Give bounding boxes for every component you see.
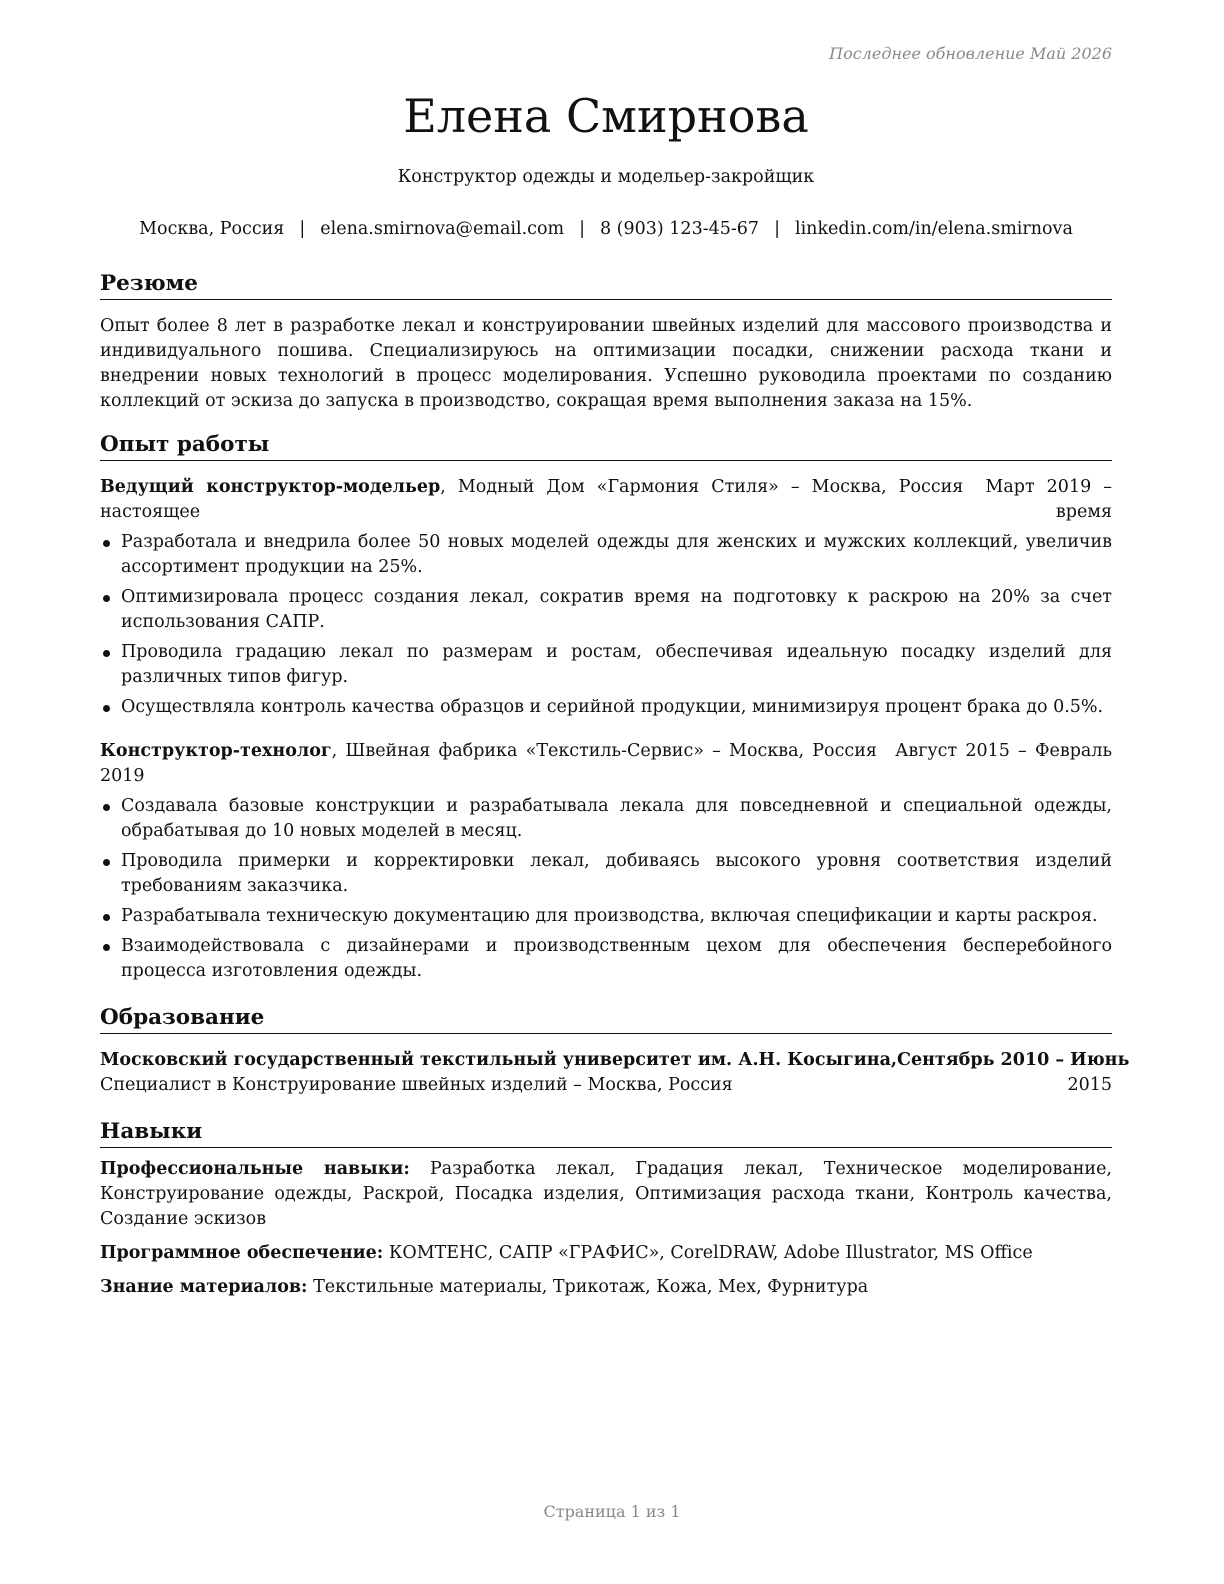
job-role: Конструктор-технолог <box>100 741 332 761</box>
contact-separator: | <box>299 219 306 239</box>
job-company: , Швейная фабрика «Текстиль-Сервис» – Москва, Россия <box>331 741 877 761</box>
education-line-1 <box>100 1048 1130 1073</box>
bullet-text: Разработала и внедрила более 50 новых моделей одежды для женских и мужских коллекций, увеличив ассортимент продукции на 25%. <box>121 532 1112 577</box>
job-header <box>100 739 1112 789</box>
bullet-text: Проводила градацию лекал по размерам и ростам, обеспечивая идеальную посадку изделий для различных типов фигур. <box>121 642 1112 687</box>
education-university-name: Московский государственный текстильный университет им. А.Н. Косыгина <box>100 1050 891 1070</box>
bullet-icon <box>103 705 110 712</box>
contact-location: Москва, Россия <box>139 219 285 239</box>
bullet-text: Оптимизировала процесс создания лекал, сократив время на подготовку к раскрою на 20% за счет использования САПР. <box>121 587 1112 632</box>
bullet-text: Проводила примерки и корректировки лекал, добиваясь высокого уровня соответствия изделий требованиям заказчика. <box>121 851 1112 896</box>
candidate-name: Елена Смирнова <box>403 89 809 143</box>
job-entry <box>100 739 1112 984</box>
bullet-text: Осуществляла контроль качества образцов и серийной продукции, минимизируя процент брака до 0.5%. <box>121 697 1104 717</box>
contact-email[interactable]: elena.smirnova@email.com <box>320 219 565 239</box>
bullet-icon <box>103 804 110 811</box>
job-bullets <box>100 794 1112 984</box>
bullet-text: Создавала базовые конструкции и разрабатывала лекала для повседневной и специальной одежды, обрабатывая до 10 новых моделей в месяц. <box>121 796 1112 841</box>
job-entry <box>100 475 1112 720</box>
bullet-item <box>100 695 1112 720</box>
section-title-summary: Резюме <box>100 270 1112 300</box>
job-header <box>100 475 1112 525</box>
contact-separator: | <box>579 219 585 239</box>
skill-row <box>100 1275 1112 1300</box>
bullet-item <box>100 530 1112 580</box>
bullet-icon <box>103 540 110 547</box>
contact-linkedin[interactable]: linkedin.com/in/elena.smirnova <box>794 219 1073 239</box>
education-dates: Сентябрь 2010 – Июнь <box>897 1050 1130 1070</box>
job-role: Ведущий конструктор-модельер <box>100 477 441 497</box>
bullet-icon <box>103 944 110 951</box>
candidate-subtitle: Конструктор одежды и модельер-закройщик <box>397 167 815 187</box>
skill-label: Знание материалов: <box>100 1277 308 1297</box>
skill-row <box>100 1157 1112 1232</box>
page-footer: Страница 1 из 1 <box>543 1502 681 1521</box>
bullet-item <box>100 794 1112 844</box>
section-title-experience: Опыт работы <box>100 431 1112 461</box>
skill-label: Программное обеспечение: <box>100 1243 384 1263</box>
job-company: , Модный Дом «Гармония Стиля» – Москва, Россия <box>440 477 964 497</box>
contact-phone: 8 (903) 123-45-67 <box>599 219 760 239</box>
bullet-item <box>100 904 1112 929</box>
skill-value: КОМТЕНС, САПР «ГРАФИС», CorelDRAW, Adobe Illustrator, MS Office <box>383 1243 1033 1263</box>
section-title-education: Образование <box>100 1004 1112 1034</box>
education-degree: Специалист в Конструирование швейных изделий – Москва, Россия <box>100 1075 733 1095</box>
job-dates: Март 2019 – настоящее время <box>100 477 1112 522</box>
contact-line <box>100 219 1112 239</box>
contact-separator: | <box>774 219 780 239</box>
summary-text: Опыт более 8 лет в разработке лекал и конструировании швейных изделий для массового производства и индивидуального пошива. Специализируюсь на оптимизации посадки, снижении расхода ткани и внедрении новых технологий в процесс моделирования. Успешно руководила проектами по созданию коллекций от эскиза до запуска в производство, сокращая время выполнения заказа на 15%. <box>100 316 1112 411</box>
education-line-2 <box>100 1073 1112 1098</box>
bullet-icon <box>103 914 110 921</box>
section-title-skills: Навыки <box>100 1118 1112 1148</box>
skill-value: Разработка лекал, Градация лекал, Техническое моделирование, Конструирование одежды, Раскрой, Посадка изделия, Оптимизация расхода ткани, Контроль качества, Создание эскизов <box>100 1159 1112 1229</box>
bullet-text: Разрабатывала техническую документацию для производства, включая спецификации и карты раскроя. <box>121 906 1098 926</box>
job-dates: Август 2015 – Февраль 2019 <box>100 741 1112 786</box>
education-dates-end: 2015 <box>1067 1075 1112 1095</box>
skill-label: Профессиональные навыки: <box>100 1159 410 1179</box>
job-bullets <box>100 530 1112 720</box>
bullet-item <box>100 849 1112 899</box>
resume-content <box>100 270 1130 1300</box>
skill-row <box>100 1241 1112 1266</box>
bullet-icon <box>103 595 110 602</box>
bullet-icon <box>103 650 110 657</box>
bullet-text: Взаимодействовала с дизайнерами и производственным цехом для обеспечения бесперебойного процесса изготовления одежды. <box>121 936 1112 981</box>
bullet-item <box>100 640 1112 690</box>
last-updated: Последнее обновление Май 2026 <box>829 44 1112 63</box>
bullet-item <box>100 934 1112 984</box>
bullet-item <box>100 585 1112 635</box>
bullet-icon <box>103 859 110 866</box>
skill-value: Текстильные материалы, Трикотаж, Кожа, Мех, Фурнитура <box>307 1277 869 1297</box>
education-university: Московский государственный текстильный университет им. А.Н. Косыгина,Сентябрь 2010 – Июнь <box>100 1050 1130 1070</box>
education-entry <box>100 1048 1130 1098</box>
resume-page <box>100 0 1130 1584</box>
